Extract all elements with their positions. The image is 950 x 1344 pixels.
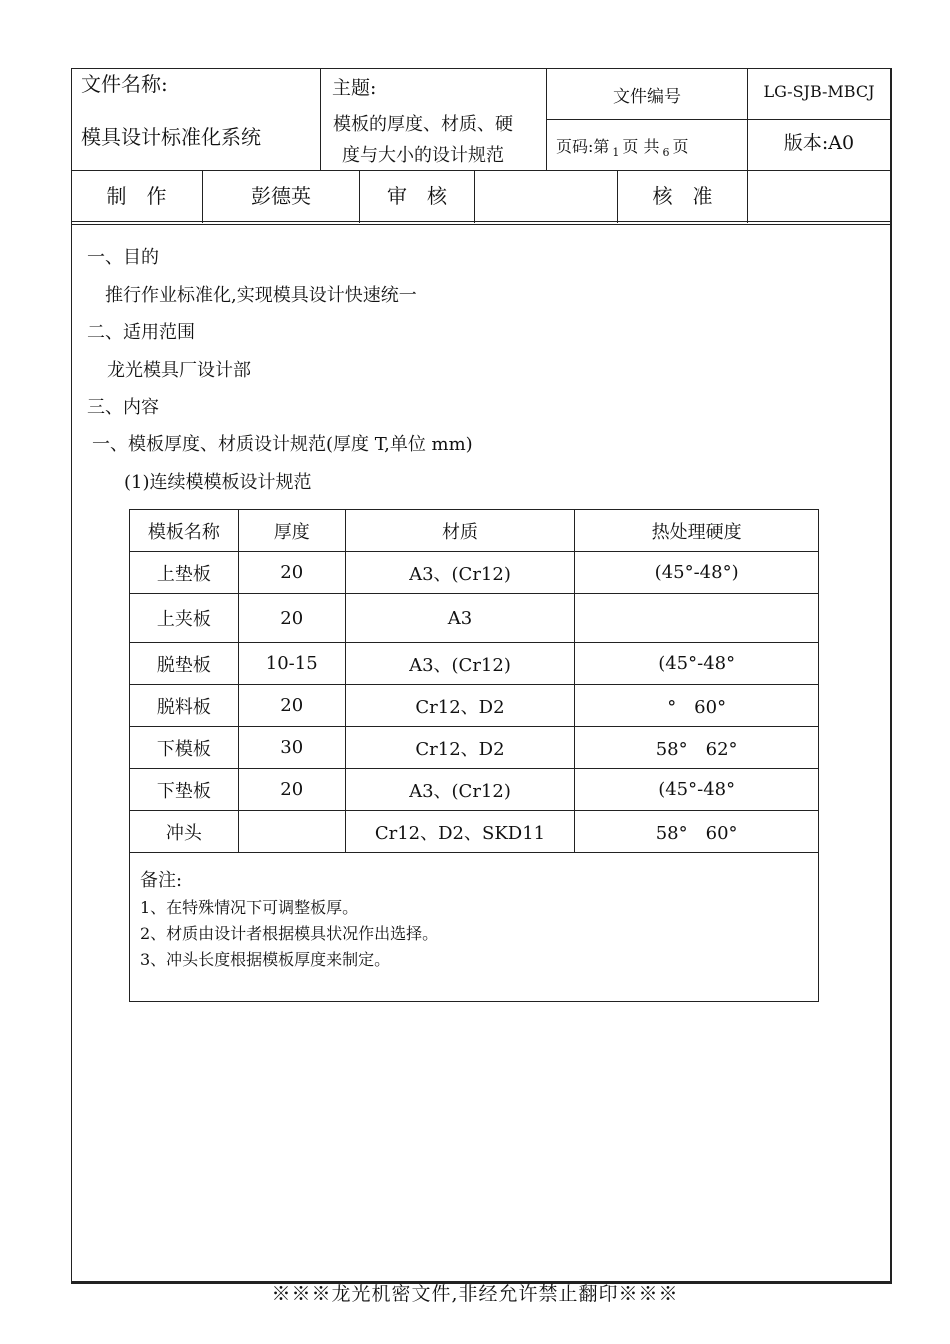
table-cell: 脱料板	[130, 685, 239, 727]
table-cell: 下垫板	[130, 769, 239, 811]
divider	[71, 221, 891, 222]
version: 版本:A0	[783, 132, 855, 154]
section-scope-text: 龙光模具厂设计部	[107, 360, 251, 381]
table-row	[130, 552, 819, 594]
table-cell: 20	[238, 685, 345, 727]
table-cell: (45°-48°	[575, 643, 819, 685]
section-content-title: 三、内容	[87, 397, 159, 418]
page-prefix: 页码:第	[556, 137, 610, 156]
table-cell	[575, 594, 819, 643]
column-header: 材质	[345, 510, 575, 552]
table-row	[130, 811, 819, 853]
divider	[547, 119, 891, 120]
table-cell: Cr12、D2	[345, 727, 575, 769]
topic-label: 主题:	[332, 77, 377, 99]
divider	[71, 224, 891, 225]
subsection-title: 一、模板厚度、材质设计规范(厚度 T,单位 mm)	[92, 434, 473, 455]
doc-number-value: LG-SJB-MBCJ	[763, 82, 875, 101]
table-cell: 冲头	[130, 811, 239, 853]
approve-label: 核 准	[652, 184, 713, 208]
table-cell: A3、(Cr12)	[345, 643, 575, 685]
table-cell: 58° 60°	[575, 811, 819, 853]
table-cell: 20	[238, 552, 345, 594]
page-total: 6	[662, 146, 670, 159]
note-item: 1、在特殊情况下可调整板厚。	[140, 898, 359, 917]
table-cell: 58° 62°	[575, 727, 819, 769]
doc-number-label: 文件编号	[613, 87, 681, 107]
divider	[71, 170, 891, 171]
page-suffix: 页	[672, 137, 689, 156]
frame-border-right	[890, 68, 892, 1284]
review-label: 审 核	[387, 184, 447, 208]
table-cell	[238, 811, 345, 853]
divider	[320, 68, 321, 171]
table-row	[130, 769, 819, 811]
table-row	[130, 594, 819, 643]
table-cell: 20	[238, 769, 345, 811]
table-row	[130, 643, 819, 685]
notes-title: 备注:	[140, 870, 183, 891]
column-header: 厚度	[238, 510, 345, 552]
table-cell: A3、(Cr12)	[345, 769, 575, 811]
table-row	[130, 685, 819, 727]
subsection-item-title: (1)连续模模板设计规范	[124, 472, 312, 493]
column-header: 模板名称	[130, 510, 239, 552]
table-cell: 20	[238, 594, 345, 643]
table-cell: A3	[345, 594, 575, 643]
table-cell: 10-15	[238, 643, 345, 685]
file-name-value: 模具设计标准化系统	[81, 125, 261, 149]
table-cell: Cr12、D2、SKD11	[345, 811, 575, 853]
section-purpose-text: 推行作业标准化,实现模具设计快速统一	[105, 285, 417, 306]
table-cell: 30	[238, 727, 345, 769]
notes-cell	[130, 853, 819, 1002]
table-cell: 脱垫板	[130, 643, 239, 685]
topic-line-1: 模板的厚度、材质、硬	[333, 114, 513, 135]
table-cell: ° 60°	[575, 685, 819, 727]
made-by-value: 彭德英	[251, 184, 311, 208]
column-header: 热处理硬度	[575, 510, 819, 552]
file-name-label: 文件名称:	[81, 72, 168, 96]
table-row	[130, 727, 819, 769]
confidential-footer: ※※※龙光机密文件,非经允许禁止翻印※※※	[271, 1283, 679, 1305]
topic-line-2: 度与大小的设计规范	[342, 145, 504, 166]
table-cell: (45°-48°)	[575, 552, 819, 594]
page-current: 1	[612, 146, 620, 159]
divider	[474, 170, 475, 223]
section-purpose-title: 一、目的	[87, 247, 159, 268]
note-item: 2、材质由设计者根据模具状况作出选择。	[140, 924, 439, 943]
table-cell: 下模板	[130, 727, 239, 769]
table-cell: 上夹板	[130, 594, 239, 643]
table-notes-row	[130, 853, 819, 1002]
table-cell: Cr12、D2	[345, 685, 575, 727]
note-item: 3、冲头长度根据模板厚度来制定。	[140, 950, 391, 969]
page-mid: 页 共	[622, 137, 660, 156]
spec-table	[129, 509, 819, 1002]
table-cell: A3、(Cr12)	[345, 552, 575, 594]
page-number	[556, 134, 689, 157]
made-by-label: 制 作	[106, 184, 167, 208]
table-cell: (45°-48°	[575, 769, 819, 811]
section-scope-title: 二、适用范围	[87, 322, 195, 343]
table-cell: 上垫板	[130, 552, 239, 594]
table-header-row	[130, 510, 819, 552]
